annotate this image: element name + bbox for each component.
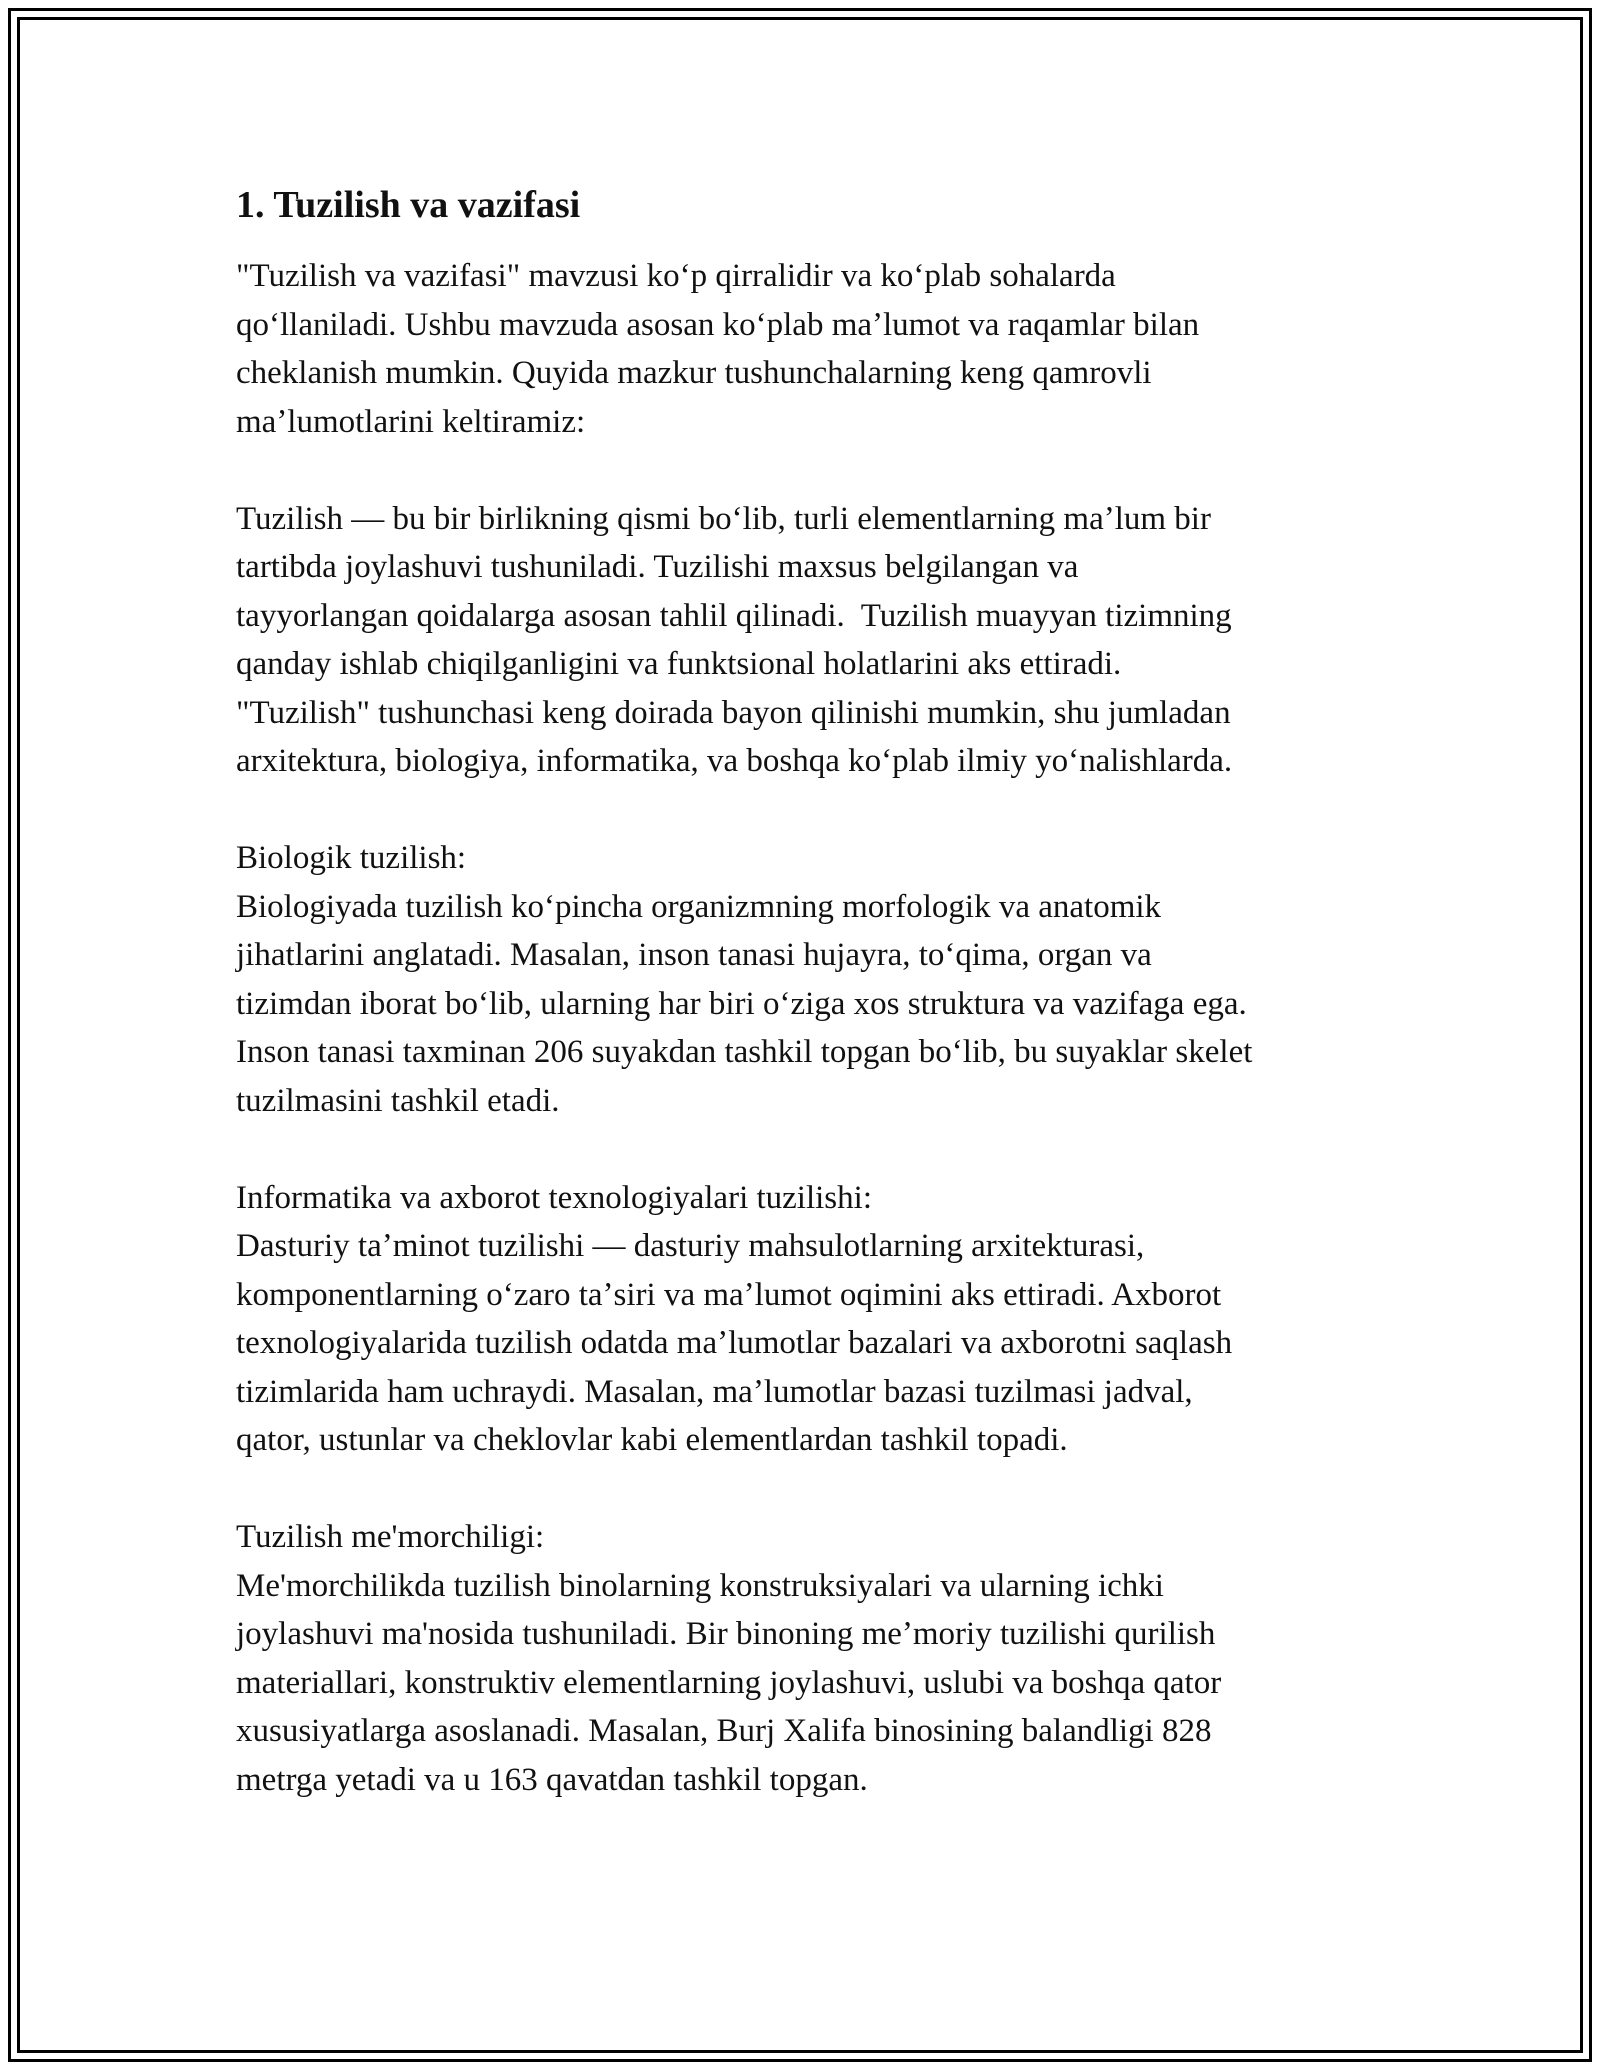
text-line: Tuzilish — bu bir birlikning qismi boʻlib, turli elementlarning maʼlum bir <box>236 500 1211 537</box>
text-line: xususiyatlarga asoslanadi. Masalan, Burj Xalifa binosining balandligi 828 <box>236 1713 1212 1749</box>
text-line: qator, ustunlar va cheklovlar kabi elementlardan tashkil topadi. <box>236 1422 1068 1458</box>
text-line: materiallari, konstruktiv elementlarning joylashuvi, uslubi va boshqa qator <box>236 1664 1222 1701</box>
subsection-heading: Biologik tuzilish: <box>236 840 467 876</box>
text-line: Biologiyada tuzilish koʻpincha organizmning morfologik va anatomik <box>236 888 1162 925</box>
text-line: Me'morchilikda tuzilish binolarning konstruksiyalari va ularning ichki <box>236 1567 1164 1604</box>
definition-paragraph <box>236 495 1386 786</box>
biology-section <box>236 834 1386 1125</box>
architecture-section <box>236 1513 1386 1804</box>
text-line: tizimdan iborat boʻlib, ularning har biri oʻziga xos struktura va vazifaga ega. <box>236 985 1247 1022</box>
text-line: tuzilmasini tashkil etadi. <box>236 1082 560 1119</box>
subsection-heading: Informatika va axborot texnologiyalari tuzilishi: <box>236 1179 872 1216</box>
paragraph-gap <box>236 1465 1386 1514</box>
text-line: jihatlarini anglatadi. Masalan, inson tanasi hujayra, toʻqima, organ va <box>236 937 1152 973</box>
paragraph-gap <box>236 786 1386 835</box>
text-line: "Tuzilish va vazifasi" mavzusi koʻp qirralidir va koʻplab sohalarda <box>236 258 1116 294</box>
text-line: metrga yetadi va u 163 qavatdan tashkil topgan. <box>236 1761 868 1798</box>
text-line: qoʻllaniladi. Ushbu mavzuda asosan koʻplab maʼlumot va raqamlar bilan <box>236 306 1200 343</box>
text-line: "Tuzilish" tushunchasi keng doirada bayon qilinishi mumkin, shu jumladan <box>236 694 1231 731</box>
text-line: Dasturiy taʼminot tuzilishi — dasturiy mahsulotlarning arxitekturasi, <box>236 1228 1145 1264</box>
text-line: tartibda joylashuvi tushuniladi. Tuzilishi maxsus belgilangan va <box>236 549 1079 585</box>
paragraph-gap <box>236 446 1386 495</box>
text-line: tayyorlangan qoidalarga asosan tahlil qilinadi. Tuzilish muayyan tizimning <box>236 597 1232 634</box>
text-line: joylashuvi ma'nosida tushuniladi. Bir binoning meʼmoriy tuzilishi qurilish <box>236 1616 1216 1652</box>
text-line: komponentlarning oʻzaro taʼsiri va maʼlumot oqimini aks ettiradi. Axborot <box>236 1276 1222 1313</box>
informatics-section <box>236 1174 1386 1465</box>
text-line: cheklanish mumkin. Quyida mazkur tushunchalarning keng qamrovli <box>236 355 1152 391</box>
text-line: arxitektura, biologiya, informatika, va boshqa koʻplab ilmiy yoʻnalishlarda. <box>236 743 1233 779</box>
text-line: Inson tanasi taxminan 206 suyakdan tashkil topgan boʻlib, bu suyaklar skelet <box>236 1034 1253 1070</box>
text-line: qanday ishlab chiqilganligini va funktsional holatlarini aks ettiradi. <box>236 646 1122 682</box>
text-line: maʼlumotlarini keltiramiz: <box>236 403 586 440</box>
text-line: texnologiyalarida tuzilish odatda maʼlumotlar bazalari va axborotni saqlash <box>236 1325 1233 1361</box>
text-line: tizimlarida ham uchraydi. Masalan, maʼlumotlar bazasi tuzilmasi jadval, <box>236 1373 1193 1410</box>
section-title: 1. Tuzilish va vazifasi <box>236 184 581 226</box>
paragraph-gap <box>236 1125 1386 1174</box>
intro-paragraph <box>236 252 1386 446</box>
document-body <box>236 182 1386 1804</box>
subsection-heading: Tuzilish me'morchiligi: <box>236 1519 545 1555</box>
